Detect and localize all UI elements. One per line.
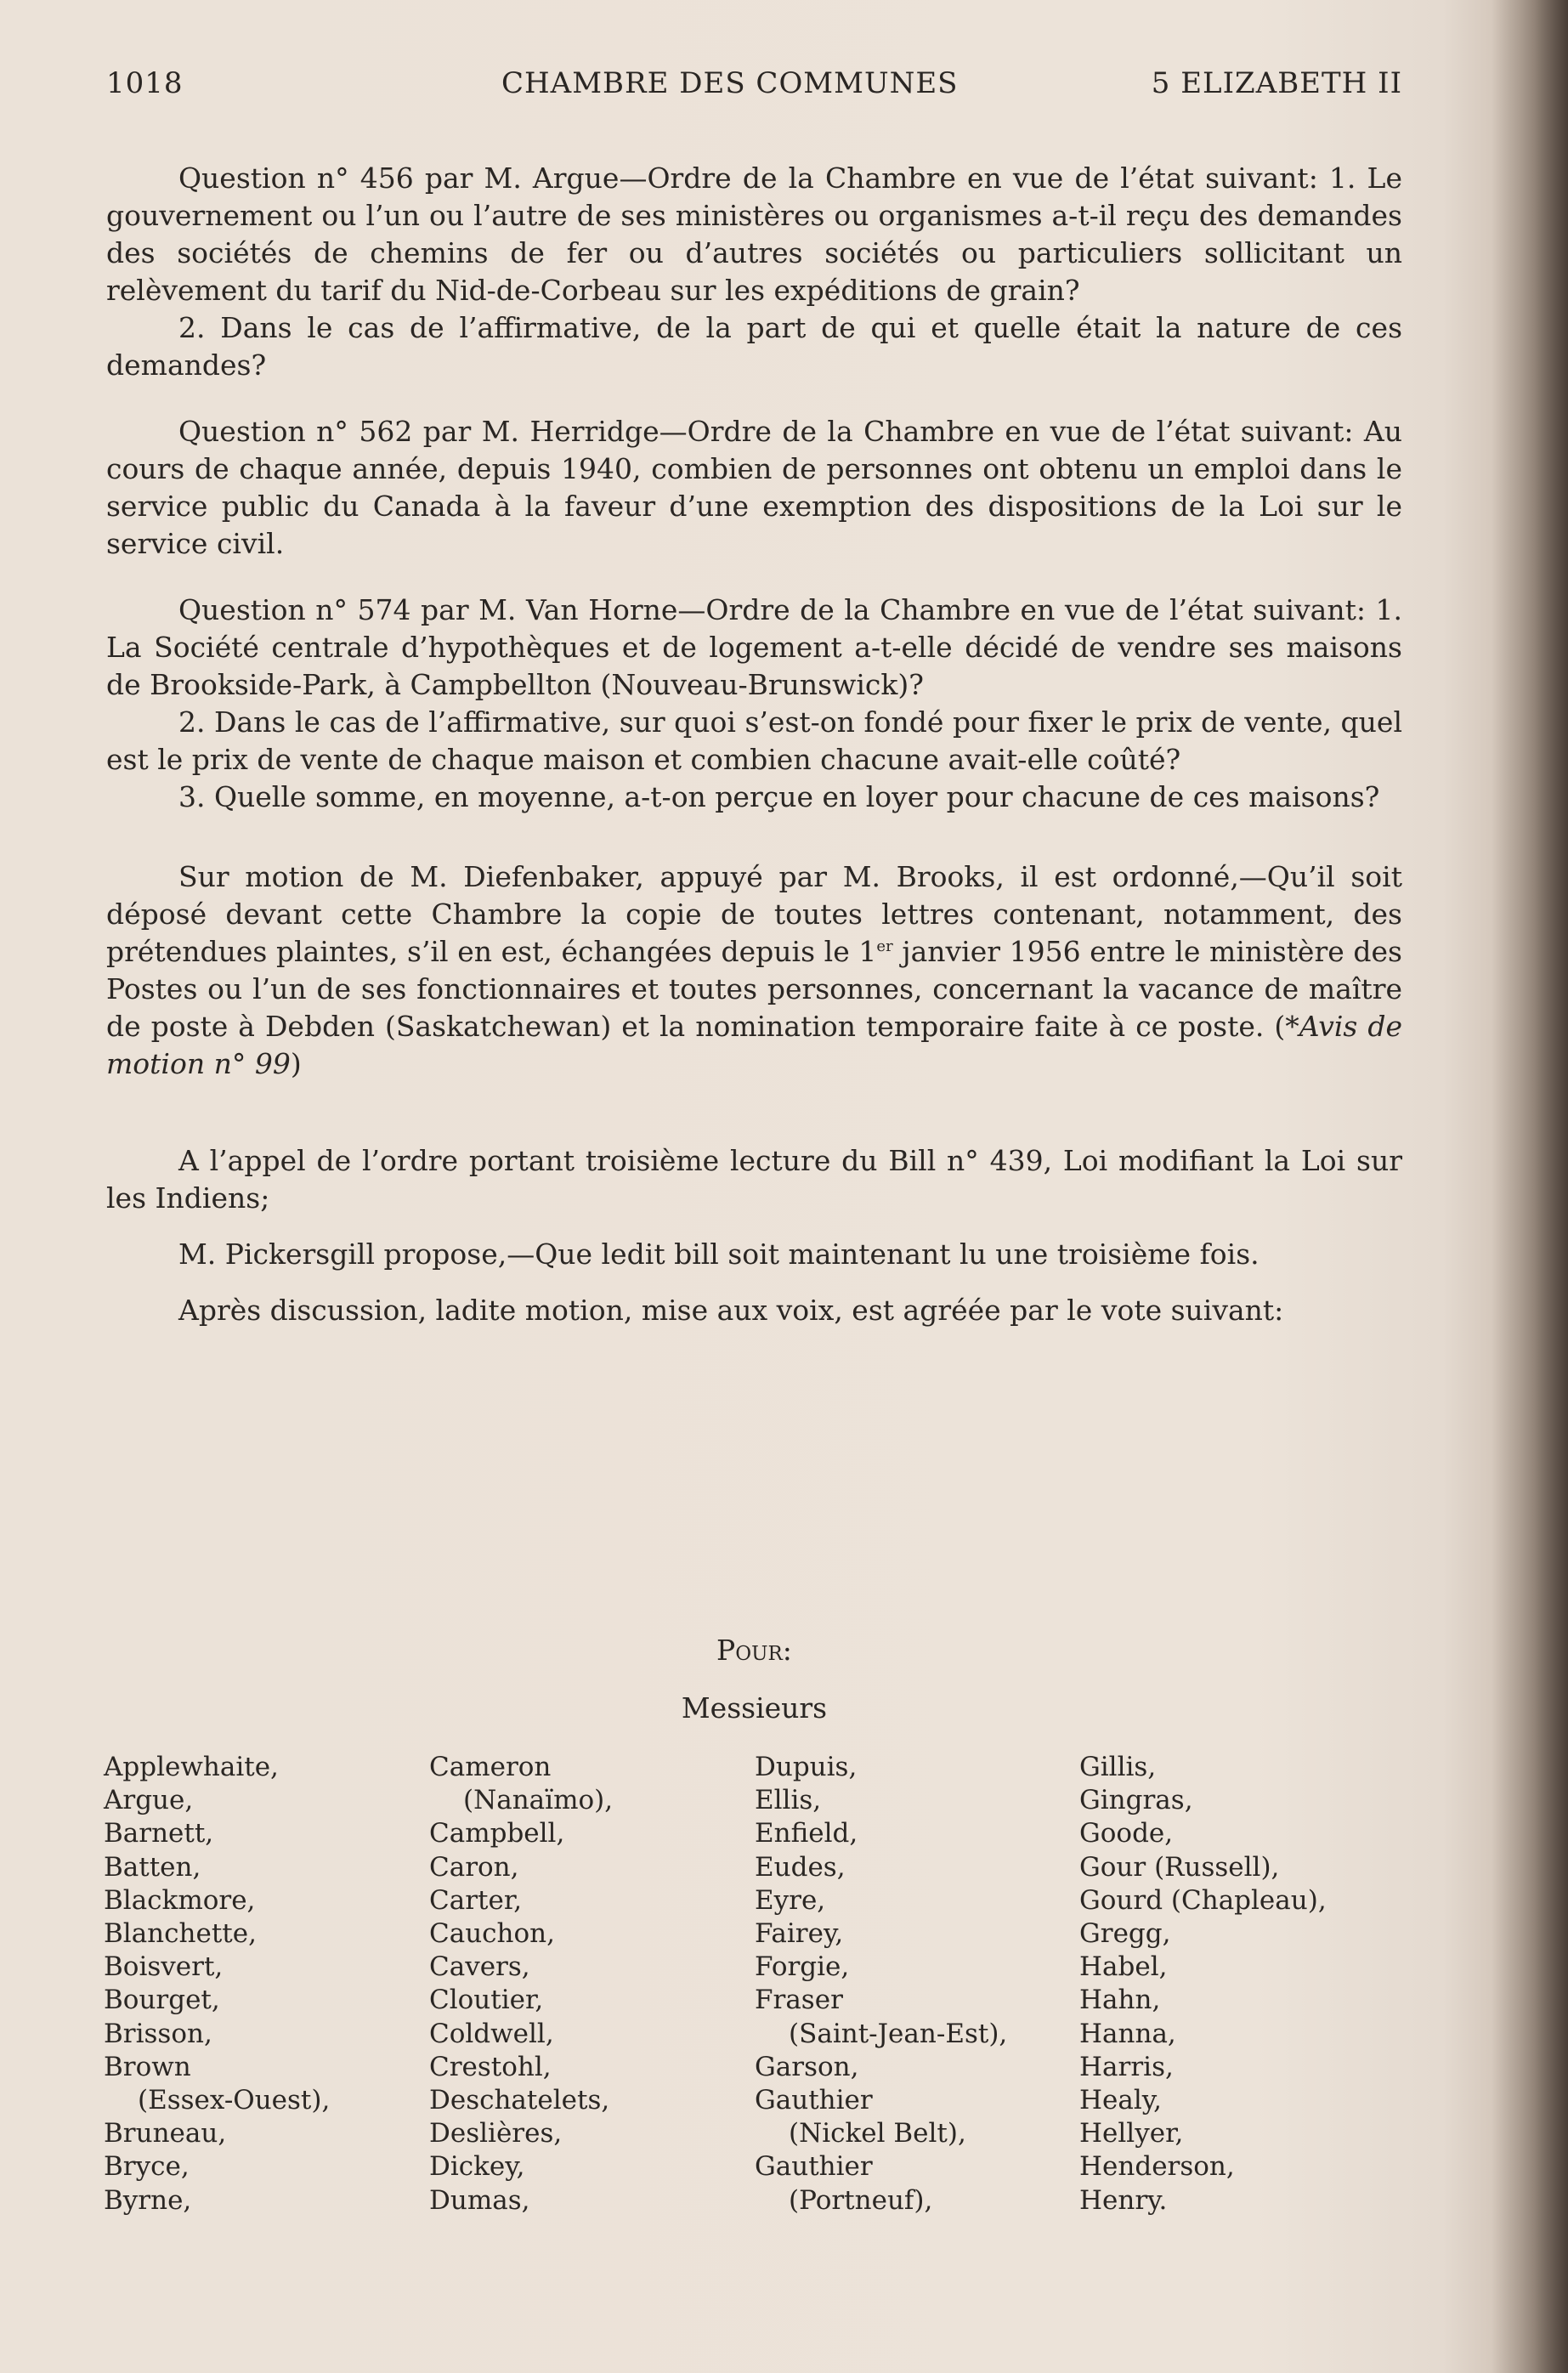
voter-name: Hahn, <box>1079 1985 1161 2016</box>
voter-name: Gillis, <box>1079 1752 1157 1782</box>
voter-name: Argue, <box>104 1785 194 1816</box>
bill-proposal: M. Pickersgill propose,—Que ledit bill soit maintenant lu une troisième fois. <box>178 1237 1259 1271</box>
voter-name: Habel, <box>1079 1951 1168 1983</box>
binding-shadow <box>1492 0 1568 2373</box>
voter-name: Deschatelets, <box>429 2085 610 2116</box>
voter-name: Gregg, <box>1079 1918 1171 1950</box>
question-562: Question n° 562 par M. Herridge—Ordre de la Chambre en vue de l’état suivant: Au cours de chaque année, depuis 1940, combien de personnes ont obtenu un emploi dans le service public du Canada à la faveur d’une exemption des dispositions de la Loi sur le service civil. <box>106 415 1402 560</box>
voter-name: Healy, <box>1079 2085 1163 2116</box>
voter-name: Cavers, <box>429 1951 530 1983</box>
voter-name: Goode, <box>1079 1818 1174 1849</box>
voter-name: Brisson, <box>104 2018 212 2049</box>
voter-name: Hellyer, <box>1079 2118 1184 2149</box>
question-574-part2: 2. Dans le cas de l’affirmative, sur quoi s’est-on fondé pour fixer le prix de vente, quel est le prix de vente de chaque maison et combien chacune avait-elle coûté? <box>106 705 1402 776</box>
voter-name: Henry. <box>1079 2184 1168 2216</box>
journal-body <box>106 160 1402 1329</box>
voter-name: Boisvert, <box>104 1951 224 1983</box>
voter-name: Dickey, <box>429 2151 525 2183</box>
voter-name: Brown <box>104 2051 191 2082</box>
voter-name: Forgie, <box>755 1951 850 1983</box>
names-column-1 <box>104 1751 330 2217</box>
names-column-4 <box>1079 1751 1327 2217</box>
names-column-2 <box>429 1751 613 2217</box>
voter-name: Eyre, <box>755 1884 826 1916</box>
question-574-part3: 3. Quelle somme, en moyenne, a-t-on perçue en loyer pour chacune de ces maisons? <box>178 780 1380 813</box>
voter-name: Dumas, <box>429 2184 530 2216</box>
bill-vote-intro: Après discussion, ladite motion, mise aux voix, est agréée par le vote suivant: <box>178 1294 1284 1327</box>
voter-name: Blanchette, <box>104 1918 257 1950</box>
voter-name: Bourget, <box>104 1985 220 2016</box>
motion-superscript: er <box>876 937 893 955</box>
voter-name: Cameron <box>429 1752 552 1782</box>
voter-name: Dupuis, <box>755 1752 858 1782</box>
voter-riding: (Nickel Belt), <box>789 2118 966 2149</box>
voter-name: Applewhaite, <box>104 1752 279 1782</box>
header-title: CHAMBRE DES COMMUNES <box>501 66 959 100</box>
voter-name: Henderson, <box>1079 2151 1235 2183</box>
vote-subheading: Messieurs <box>681 1691 828 1725</box>
voter-name: Crestohl, <box>429 2051 552 2082</box>
question-574-part1: Question n° 574 par M. Van Horne—Ordre de la Chambre en vue de l’état suivant: 1. La Société centrale d’hypothèques et de logement a-t-elle décidé de vendre ses maisons de Brookside-Park, à Campbellton (Nouveau-Brunswick)? <box>106 593 1402 701</box>
voter-name: Barnett, <box>104 1818 214 1849</box>
voter-name: Batten, <box>104 1851 201 1883</box>
motion-text-a: Sur motion de M. Diefenbaker, appuyé par M. Brooks, il est ordonné,—Qu’il soit déposé devant cette Chambre la copie de toutes lettres contenant, notamment, des prétendues plaintes, s’il en est, échangées depuis le 1 <box>106 860 1402 968</box>
voter-name: Eudes, <box>755 1851 846 1883</box>
voter-name: Cauchon, <box>429 1918 555 1950</box>
page-number: 1018 <box>106 66 184 100</box>
voter-name: Bryce, <box>104 2151 190 2183</box>
voter-name: Coldwell, <box>429 2018 554 2049</box>
voter-name: Gingras, <box>1079 1785 1193 1816</box>
vote-heading: Pour: <box>716 1634 792 1667</box>
voter-name: Enfield, <box>755 1818 858 1849</box>
voter-name: Gour (Russell), <box>1079 1851 1280 1883</box>
voter-name: Deslières, <box>429 2118 563 2149</box>
voter-name: Bruneau, <box>104 2118 227 2149</box>
voter-riding: (Saint-Jean-Est), <box>789 2018 1008 2049</box>
voter-name: Caron, <box>429 1851 519 1883</box>
voter-name: Harris, <box>1079 2051 1174 2082</box>
voter-riding: (Nanaïmo), <box>463 1785 614 1816</box>
voter-name: Gauthier <box>755 2151 873 2183</box>
motion-text-c: ) <box>290 1047 302 1080</box>
motion-notice: *Avis de motion n° 99 <box>106 1010 1402 1080</box>
question-456-part1: Question n° 456 par M. Argue—Ordre de la Chambre en vue de l’état suivant: 1. Le gouvernement ou l’un ou l’autre de ses ministères ou organismes a-t-il reçu des demandes des sociétés de chemins de fer ou d’autres sociétés ou particuliers sollicitant un relèvement du tarif du Nid-de-Corbeau sur les expéditions de grain? <box>106 161 1402 307</box>
voter-name: Cloutier, <box>429 1985 544 2016</box>
voter-name: Byrne, <box>104 2184 192 2216</box>
voter-name: Gauthier <box>755 2085 873 2116</box>
voter-name: Ellis, <box>755 1785 822 1816</box>
voter-riding: (Essex-Ouest), <box>138 2085 331 2116</box>
voter-name: Carter, <box>429 1884 523 1916</box>
voter-name: Hanna, <box>1079 2018 1176 2049</box>
bill-order: A l’appel de l’ordre portant troisième lecture du Bill n° 439, Loi modifiant la Loi sur les Indiens; <box>106 1144 1402 1215</box>
running-header <box>106 66 1402 109</box>
voter-name: Fairey, <box>755 1918 844 1950</box>
motion-paragraph <box>106 858 1402 1083</box>
voter-name: Blackmore, <box>104 1884 256 1916</box>
voter-name: Fraser <box>755 1985 843 2016</box>
voter-name: Gourd (Chapleau), <box>1079 1884 1327 1916</box>
voter-name: Campbell, <box>429 1818 565 1849</box>
voter-riding: (Portneuf), <box>789 2184 933 2216</box>
question-456-part2: 2. Dans le cas de l’affirmative, de la part de qui et quelle était la nature de ces demandes? <box>106 311 1402 382</box>
regnal-year: 5 ELIZABETH II <box>1151 66 1402 100</box>
motion-text-b: janvier 1956 entre le ministère des Postes ou l’un de ses fonctionnaires et toutes personnes, concernant la vacance de maître de poste à Debden (Saskatchewan) et la nomination temporaire faite à ce poste. ( <box>106 935 1402 1043</box>
names-column-3 <box>755 1751 1007 2217</box>
voter-name: Garson, <box>755 2051 859 2082</box>
